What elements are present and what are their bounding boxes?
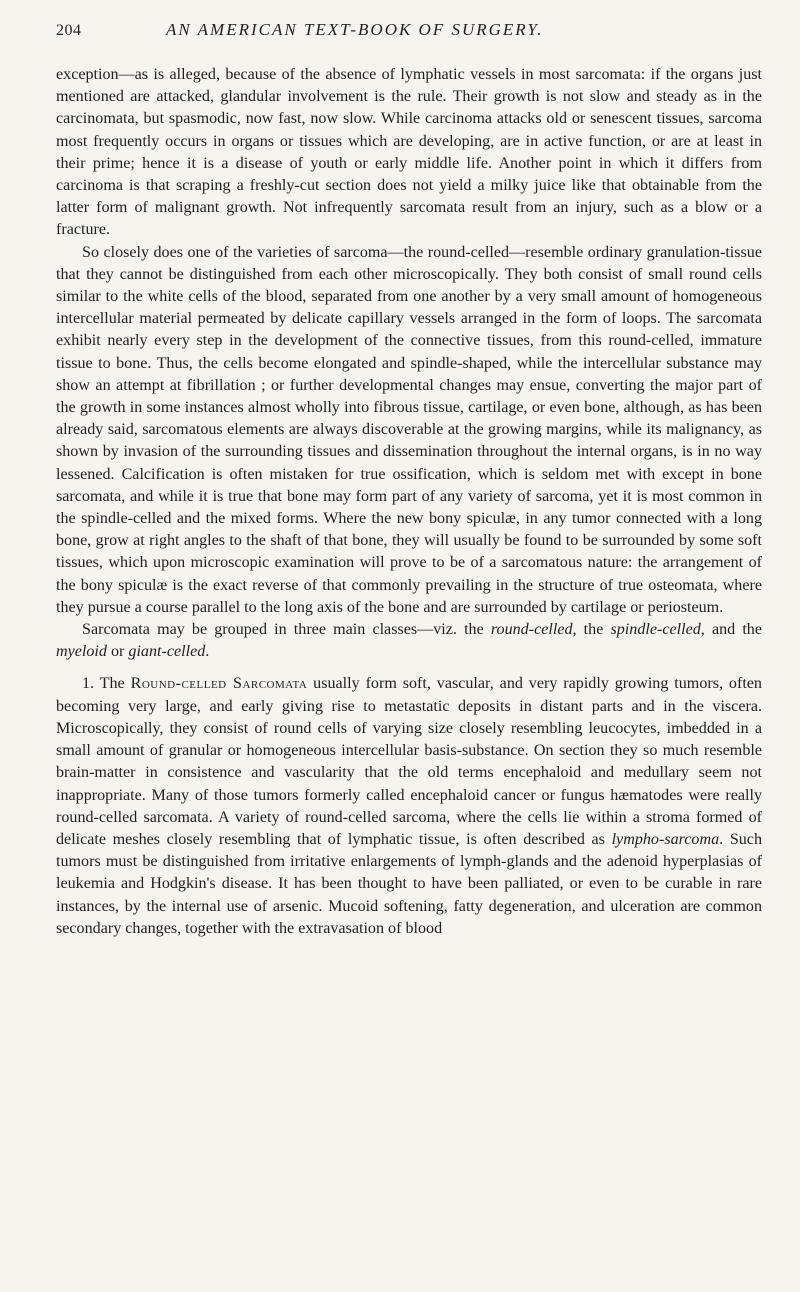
term-round-celled: round-celled [490,621,573,639]
paragraph-classification [56,619,762,663]
classification-sep-1: , the [572,621,611,639]
section-body-1: usually form soft, vascular, and very rapidly growing tumors, often becoming very large, and early giving rise to metastatic deposits in distant parts and in the viscera. Microscopically, they consist of round cells of varying size closely resembling leucocytes, imbedded in a small amount of granular or homogeneous intercellular basis-substance. On section they so much resemble brain-matter in consistence and vascularity that the old terms encephaloid and medullary seem not inappropriate. Many of those tumors formerly called encephaloid cancer or fungus hæmatodes were really round-celled sarcomata. A variety of round-celled sarcoma, where the cells lie within a stroma formed of delicate meshes closely resembling that of lymphatic tissue, is often described as [56,675,762,848]
section-round-celled-sarcomata [56,673,762,939]
classification-sep-2: , and the [700,621,762,639]
section-body-2: . Such tumors must be distinguished from irritative enlargements of lymph-glands and the adenoid hyperplasias of leukemia and Hodgkin's disease. It has been thought to have been palliated, or even to be curable in rare instances, by the internal use of arsenic. Mucoid softening, fatty degeneration, and ulceration are common secondary changes, together with the extravasation of blood [56,830,763,937]
page-number: 204 [56,22,82,39]
classification-lead: Sarcomata may be grouped in three main classes—viz. the [82,621,491,639]
paragraph-continuation: exception—as is alleged, because of the absence of lymphatic vessels in most sarcomata: if the organs just mentioned are attacked, glandular involvement is the rule. Their growth is not slow and steady as in the carcinomata, but spasmodic, now fast, now slow. While carcinoma attacks old or senescent tissues, sarcoma most frequently occurs in organs or tissues which are developing, are in active function, or are at least in their prime; hence it is a disease of youth or early middle life. Another point in which it differs from carcinoma is that scraping a freshly-cut section does not yield a milky juice like that obtainable from the latter form of malignant growth. Not infrequently sarcomata result from an injury, such as a blow or a fracture. [56,66,762,239]
term-spindle-celled: spindle-celled [610,621,701,639]
term-giant-celled: giant-celled [128,643,206,661]
section-number: 1. The [82,675,131,693]
section-heading: Round-celled Sarcomata [130,675,308,693]
running-head [56,20,762,50]
body-text [56,64,762,940]
classification-end: . [205,643,210,661]
paragraph-round-celled-resemblance: So closely does one of the varieties of sarcoma—the round-celled—resemble ordinary granulation-tissue that they cannot be distinguished from each other microscopically. They both consist of small round cells similar to the white cells of the blood, separated from one another by a very small amount of homogeneous intercellular material permeated by delicate capillary vessels arranged in the form of loops. The sarcomata exhibit nearly every step in the development of the connective tissues, from this round-celled, immature tissue to bone. Thus, the cells become elongated and spindle-shaped, while the intercellular substance may show an attempt at fibrillation ; or further developmental changes may ensue, converting the major part of the growth in some instances almost wholly into fibrous tissue, cartilage, or even bone, although, as has been already said, sarcomatous elements are always discoverable at the growing margins, while its malignancy, as shown by invasion of the surrounding tissues and dissemination throughout the internal organs, is in no way lessened. Calcification is often mistaken for true ossification, which is seldom met with except in bone sarcomata, and while it is true that bone may form part of any variety of sarcoma, yet it is most common in the spindle-celled and the mixed forms. Where the new bony spiculæ, in any tumor connected with a long bone, grow at right angles to the shaft of that bone, they will usually be found to be surrounded by some soft tissues, which upon microscopic examination will prove to be of a sarcomatous nature: the arrangement of the bony spiculæ is the exact reverse of that commonly prevailing in the structure of true osteomata, where they pursue a course parallel to the long axis of the bone and are surrounded by cartilage or periosteum. [56,243,762,616]
term-lympho-sarcoma: lympho-sarcoma [611,830,720,848]
term-myeloid: myeloid [56,643,107,661]
book-title: AN AMERICAN TEXT-BOOK OF SURGERY. [166,20,544,39]
classification-sep-3: or [106,643,129,661]
